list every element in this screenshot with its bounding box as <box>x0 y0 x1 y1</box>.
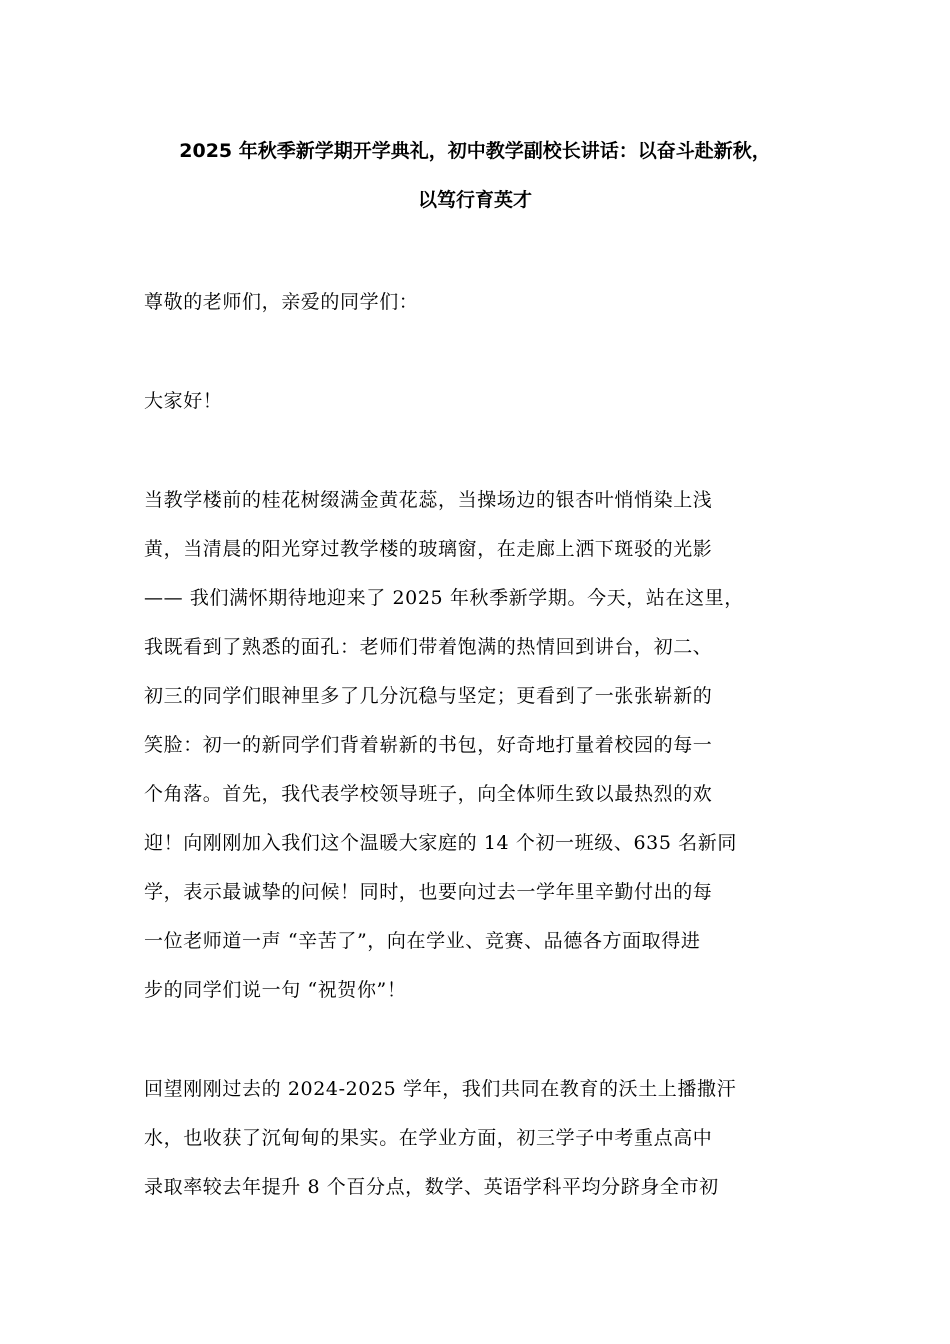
paragraph-line: 一位老师道一声 “辛苦了”，向在学业、竞赛、品德各方面取得进 <box>144 930 701 952</box>
paragraph-line: 黄，当清晨的阳光穿过教学楼的玻璃窗，在走廊上洒下斑驳的光影 <box>144 538 713 560</box>
paragraph-line: 笑脸：初一的新同学们背着崭新的书包，好奇地打量着校园的每一 <box>144 734 713 756</box>
paragraph-line: 个角落。首先，我代表学校领导班子，向全体师生致以最热烈的欢 <box>144 783 713 805</box>
paragraph-line: —— 我们满怀期待地迎来了 2025 年秋季新学期。今天，站在这里， <box>144 587 744 609</box>
paragraph-line: 迎！向刚刚加入我们这个温暖大家庭的 14 个初一班级、635 名新同 <box>144 832 737 854</box>
greeting: 大家好！ <box>144 390 223 412</box>
paragraph-line: 回望刚刚过去的 2024-2025 学年，我们共同在教育的沃土上播撒汗 <box>144 1078 737 1100</box>
paragraph-line: 当教学楼前的桂花树缀满金黄花蕊，当操场边的银杏叶悄悄染上浅 <box>144 489 713 511</box>
paragraph-line: 录取率较去年提升 8 个百分点，数学、英语学科平均分跻身全市初 <box>144 1176 719 1198</box>
paragraph-line: 初三的同学们眼神里多了几分沉稳与坚定；更看到了一张张崭新的 <box>144 685 713 707</box>
document-title-line-1: 2025 年秋季新学期开学典礼，初中教学副校长讲话：以奋斗赴新秋， <box>179 140 771 162</box>
salutation: 尊敬的老师们，亲爱的同学们： <box>144 291 419 313</box>
paragraph-line: 步的同学们说一句 “祝贺你”！ <box>144 979 407 1001</box>
paragraph-line: 我既看到了熟悉的面孔：老师们带着饱满的热情回到讲台，初二、 <box>144 636 713 658</box>
document-title-line-2: 以笃行育英才 <box>417 189 532 211</box>
paragraph-line: 学，表示最诚挚的问候！同时，也要向过去一学年里辛勤付出的每 <box>144 881 713 903</box>
paragraph-line: 水，也收获了沉甸甸的果实。在学业方面，初三学子中考重点高中 <box>144 1127 713 1149</box>
